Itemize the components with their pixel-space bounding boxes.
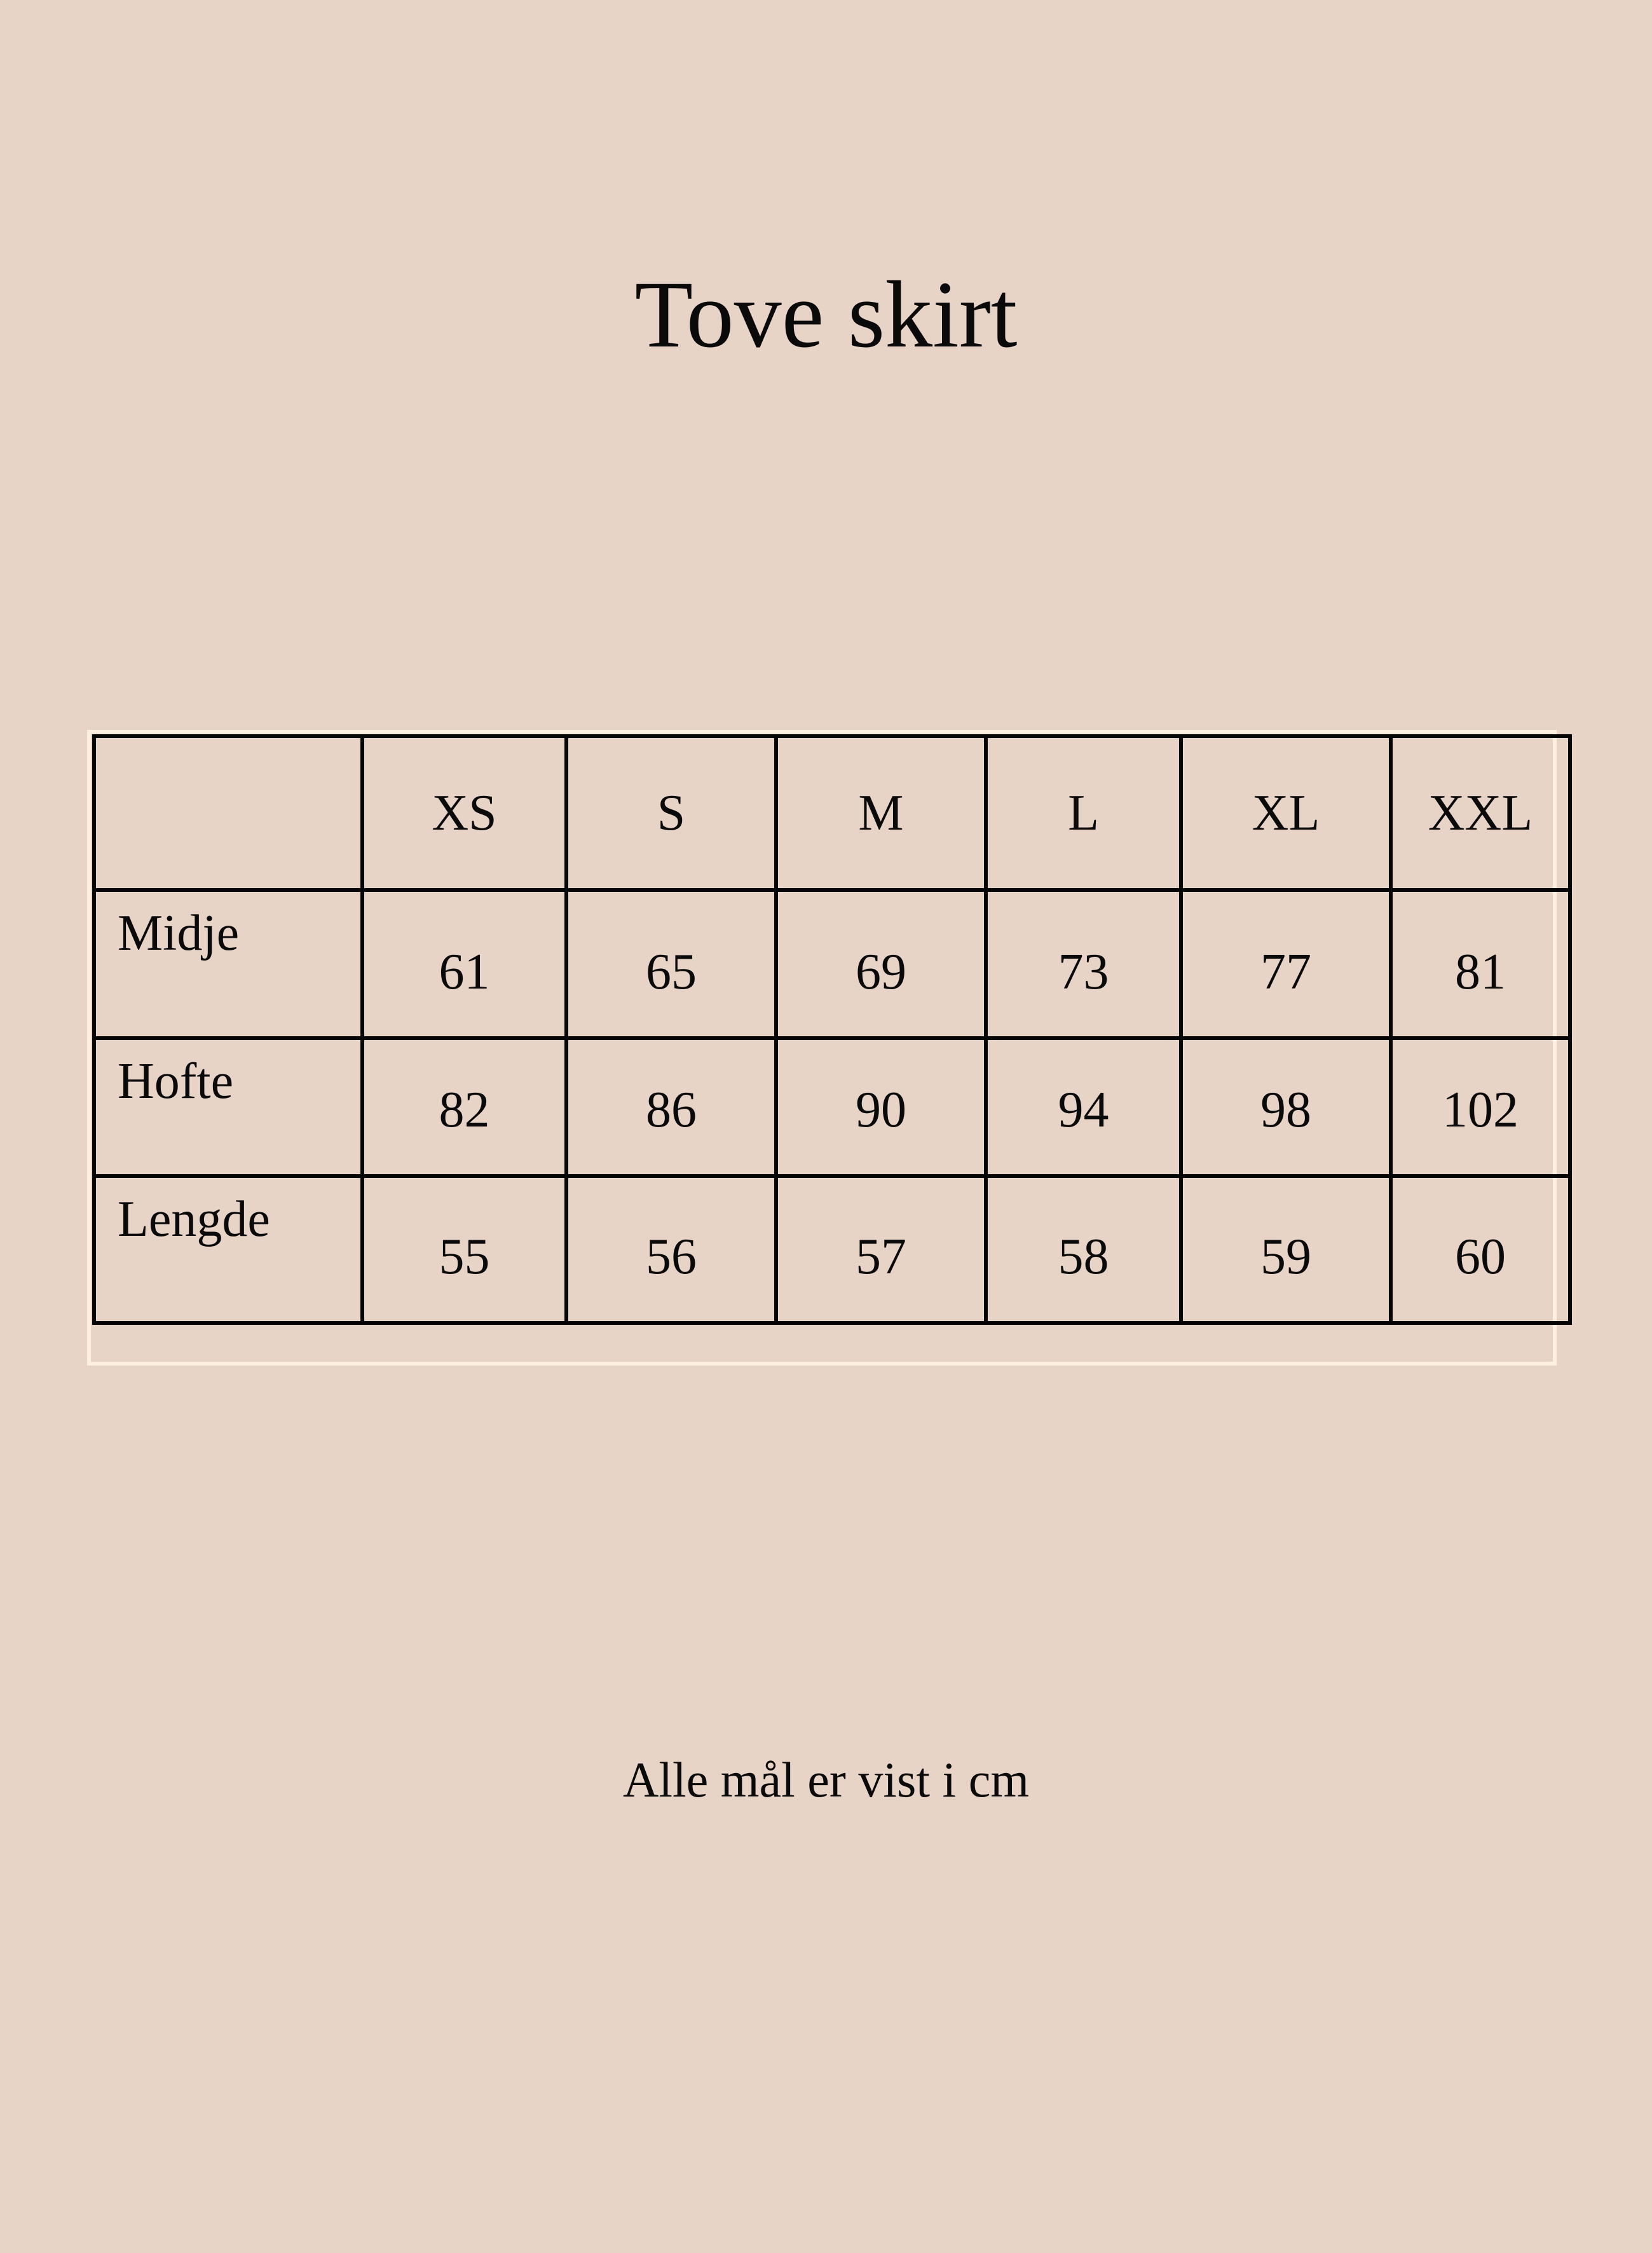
size-header: XS (362, 736, 566, 890)
corner-cell (94, 736, 362, 890)
cell-value: 59 (1181, 1176, 1391, 1323)
cell-value: 102 (1391, 1038, 1570, 1176)
cell-value: 61 (362, 890, 566, 1038)
cell-value: 81 (1391, 890, 1570, 1038)
cell-value: 55 (362, 1176, 566, 1323)
size-header: XL (1181, 736, 1391, 890)
size-header: L (986, 736, 1181, 890)
cell-value: 65 (566, 890, 776, 1038)
cell-value: 73 (986, 890, 1181, 1038)
table-row (94, 890, 1570, 1038)
cell-value: 90 (776, 1038, 986, 1176)
cell-value: 86 (566, 1038, 776, 1176)
cell-value: 98 (1181, 1038, 1391, 1176)
size-header: S (566, 736, 776, 890)
cell-value: 58 (986, 1176, 1181, 1323)
cell-value: 77 (1181, 890, 1391, 1038)
cell-value: 56 (566, 1176, 776, 1323)
cell-value: 69 (776, 890, 986, 1038)
header-row (94, 736, 1570, 890)
cell-value: 82 (362, 1038, 566, 1176)
row-label: Midje (94, 890, 362, 1038)
size-chart-table (92, 734, 1572, 1325)
table-row (94, 1038, 1570, 1176)
cell-value: 60 (1391, 1176, 1570, 1323)
row-label: Lengde (94, 1176, 362, 1323)
row-label: Hofte (94, 1038, 362, 1176)
page-title: Tove skirt (634, 262, 1018, 367)
cell-value: 57 (776, 1176, 986, 1323)
size-header: M (776, 736, 986, 890)
cell-value: 94 (986, 1038, 1181, 1176)
size-header: XXL (1391, 736, 1570, 890)
units-note: Alle mål er vist i cm (622, 1752, 1029, 1807)
table-row (94, 1176, 1570, 1323)
